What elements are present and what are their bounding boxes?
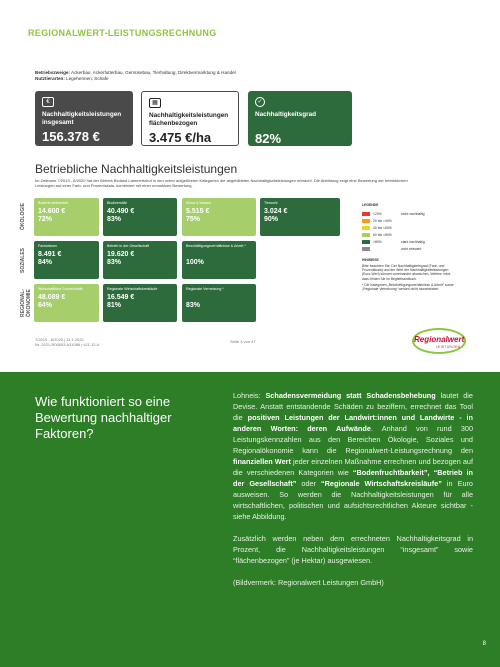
tile-value: 5.515 € — [186, 208, 210, 215]
category-tile — [182, 241, 256, 279]
legend-item: <20% nicht nachhaltig — [362, 210, 457, 217]
legend: LEGENDE <20% nicht nachhaltig 20 bis <40% 40 bis <60% 60 bis <80% >80% stark nachhaltig nicht relevant HINWEISE Bitte beachten Sie: Der Nachhaltigkeitsgrad (Farb- und Prozentskala) und der Wert der Nachhaltigkeitsleistungen (Euro-Wert) können voneinander abweichen. Weitere Infos dazu finden Sie im Begleithandbuch. * Die Kategorien „Beschäftigungsverhältnisse & Arbeit“ sowie „Regionale Vernetzung“ werden nicht monetarisiert. — [362, 203, 457, 291]
legend-item: 40 bis <60% — [362, 224, 457, 231]
tile-percent: 72% — [38, 216, 53, 223]
tile-value — [186, 294, 252, 301]
tile-percent: 90% — [264, 216, 279, 223]
category-tile — [182, 284, 256, 322]
tile-name: Beschäftigungsverhältnisse & Arbeit * — [186, 244, 246, 248]
report-page-of: Seite 3 von 47 — [230, 339, 256, 344]
tile-name: Wirtschaftliche Souveränität — [38, 287, 83, 291]
tile-name: Fachwissen — [38, 244, 57, 248]
tile-value: 48.089 € — [38, 294, 66, 301]
category-tile — [103, 241, 177, 279]
tile-name: Tierwohl — [264, 201, 278, 205]
paragraph-1: Lohneis: Schadensvermeidung statt Schadensbehebung lautet die Devise. Anstatt entstandende Schäden zu beziffern, errechnet das Tool die positiven Leistungen der Landwirt:innen und Landwirte - in anderen Worten: deren Aufwände. Anhand von rund 300 Leistungskennzahlen aus den Bereichen Ökologie, Soziales und Regionalökonomie kann die Regionalwert-Leistungsrechnung den finanziellen Wert jeder einzelnen Maßnahme errechnen und bezogen auf die verschiedenen Kategorien wie “Bodenfruchtbarkeit”, “Betrieb in der Gesellschaft” oder “Regionale Wirtschaftskreisläufe” in Euro ausweisen. So werden die Nachhaltigkeitsleistungen für alle wirtschaftlichen, politischen und aufsichtsrechtlichen Akteure sichtbar - siehe Abbildung. — [233, 391, 473, 521]
tile-value: 16.549 € — [107, 294, 135, 301]
page-number: 8 — [482, 641, 486, 647]
report-footer: 7/2019 - 6/2020 | 11.1.2022 Nr. 2021-R00053 A31086 | v21.12.A — [35, 337, 100, 347]
tile-value: 14.600 € — [38, 208, 66, 215]
section-subtitle: Im Zeitraum 7/2019 - 6/2020 hat der Betrieb Bioland Lammertzhof in den unten aufgeführten Kategorien die abgebildeten Nachhaltigkeitsleistungen erbracht. Die Abbildung zeigt eine Bewertung der betrieblichen Leistungen auf einer Farb- und Prozentskala, kombiniert mit einer monetären Bewertung. — [35, 178, 408, 188]
tile-name: Bodenfruchtbarkeit — [38, 201, 69, 205]
tile-percent: 64% — [38, 302, 53, 309]
category-tile — [103, 284, 177, 322]
kpi-total: € Nachhaltigkeitsleistungen insgesamt 156.378 € — [35, 91, 133, 146]
category-tile — [182, 198, 256, 236]
tile-percent: 75% — [186, 216, 201, 223]
category-tile — [103, 198, 177, 236]
tile-percent: 84% — [38, 259, 53, 266]
category-tile — [260, 198, 340, 236]
tile-name: Biodiversität — [107, 201, 127, 205]
legend-item: 60 bis <80% — [362, 231, 457, 238]
tile-name: Betrieb in der Gesellschaft — [107, 244, 150, 248]
tile-value: 8.491 € — [38, 251, 62, 258]
row-label: SOZIALES — [20, 247, 26, 273]
category-tile — [34, 284, 99, 322]
legend-item: 20 bis <40% — [362, 217, 457, 224]
tile-percent: 83% — [186, 302, 201, 309]
report-title: REGIONALWERT-LEISTUNGSRECHNUNG — [28, 28, 217, 38]
tile-name: Regionale Wirtschaftskreisläufe — [107, 287, 158, 291]
row-label: ÖKOLOGIE — [20, 203, 26, 231]
legend-item: nicht relevant — [362, 245, 457, 252]
article-body — [233, 390, 473, 599]
tile-percent: 83% — [107, 259, 122, 266]
tile-name: Klima & Wasser — [186, 201, 212, 205]
section-title: Betriebliche Nachhaltigkeitsleistungen — [35, 162, 238, 176]
legend-item: >80% stark nachhaltig — [362, 238, 457, 245]
tile-percent: 81% — [107, 302, 122, 309]
kpi-degree: ✓ Nachhaltigkeitsgrad 82% — [248, 91, 352, 146]
category-tile — [34, 241, 99, 279]
category-tiles — [20, 198, 340, 326]
article-question: Wie funktioniert so eine Bewertung nachhaltiger Faktoren? — [35, 394, 172, 441]
tile-value: 19.620 € — [107, 251, 135, 258]
tile-value: 40.490 € — [107, 208, 135, 215]
kpi-cards — [35, 91, 352, 146]
field-icon: ▦ — [149, 98, 161, 108]
tile-value — [186, 251, 252, 258]
badge-icon: ✓ — [255, 97, 265, 107]
report-meta: Betriebszweige: Ackerbau, Ackerfutterbau, Gemüsebau, Tierhaltung, Direktvermarktung & Handel Nutztierarten: Legehennen, Schafe — [35, 70, 236, 82]
category-tile — [34, 198, 99, 236]
image-credit: (Bildvermerk: Regionalwert Leistungen GmbH) — [233, 578, 384, 587]
row-label: REGIONAL-ÖKONOMIE — [20, 288, 32, 318]
tile-percent: 83% — [107, 216, 122, 223]
tile-value: 3.024 € — [264, 208, 288, 215]
regionalwert-logo: Regionalwert LEISTUNGEN — [410, 328, 468, 356]
kpi-per-area: ▦ Nachhaltigkeitsleistungen flächenbezogen 3.475 €/ha — [141, 91, 239, 146]
paragraph-2: Zusätzlich werden neben dem errechneten Nachhaltigkeitsgrad in Prozent, die Nachhaltigkeitsleistungen “insgesamt” sowie “flächenbezogen” (je Hektar) ausgewiesen. — [233, 534, 473, 565]
article-section — [0, 372, 500, 667]
tile-percent: 100% — [186, 259, 204, 266]
tile-name: Regionale Vernetzung * — [186, 287, 224, 291]
money-icon: € — [42, 97, 54, 107]
